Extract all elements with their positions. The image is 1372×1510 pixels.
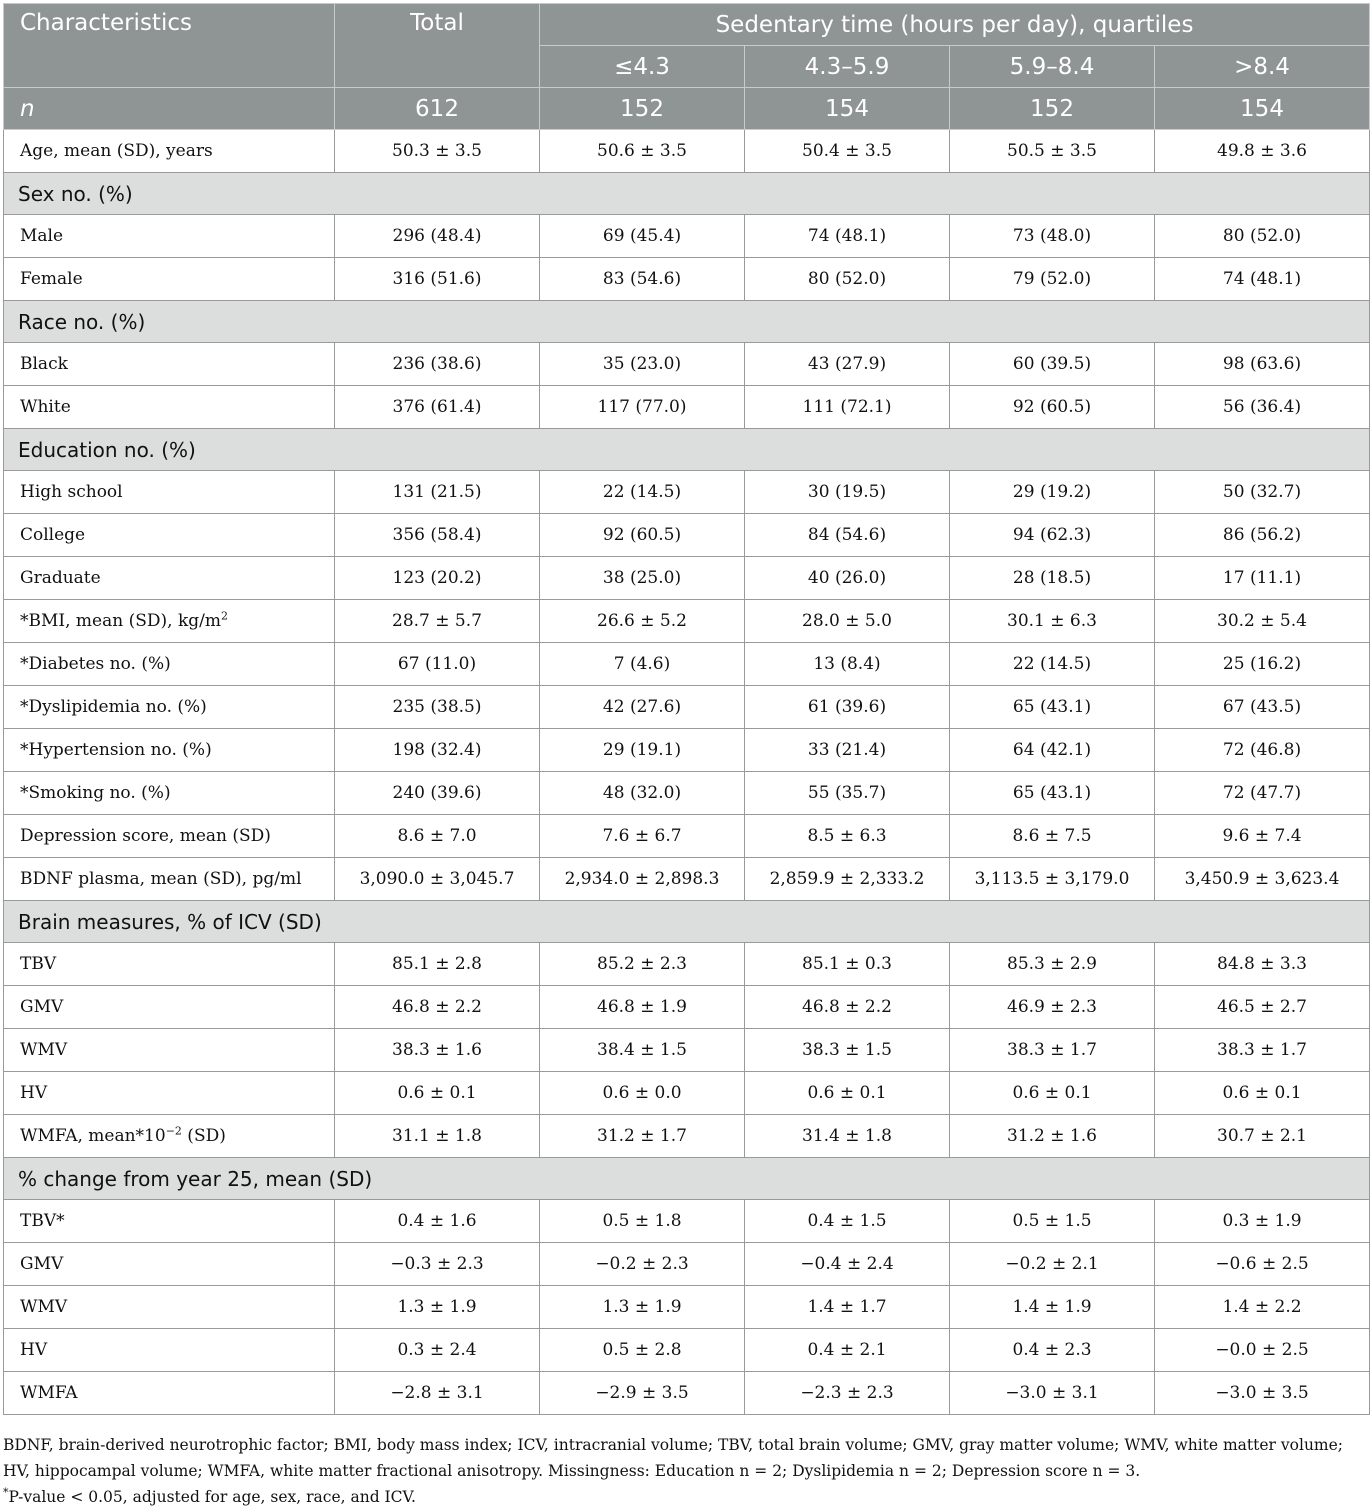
row-label-text: *Dyslipidemia no. (%) [20,697,207,717]
footnote-asterisk: * [3,1485,9,1499]
footnote-pvalue [3,1484,1369,1510]
table-row [4,130,1370,173]
row-label-text: HV [20,1340,48,1360]
cell-total: 85.1 ± 2.8 [335,943,540,986]
row-label [4,986,335,1029]
cell-quartile-4: −0.6 ± 2.5 [1155,1243,1370,1286]
cell-quartile-2: 13 (8.4) [745,643,950,686]
row-label-text: White [20,397,71,417]
table-row [4,1115,1370,1158]
cell-quartile-3: 0.5 ± 1.5 [950,1200,1155,1243]
header-characteristics: Characteristics [4,4,335,88]
cell-quartile-2: 0.4 ± 1.5 [745,1200,950,1243]
cell-quartile-4: 17 (11.1) [1155,557,1370,600]
cell-quartile-3: 94 (62.3) [950,514,1155,557]
footnote-abbreviations: BDNF, brain-derived neurotrophic factor; BMI, body mass index; ICV, intracranial volume; TBV, total brain volume; GMV, gray matter volume; WMV, white matter volume; HV, hippocampal volume; WMFA, white matter fractional anisotropy. Missingness: Education n = 2; Dyslipidemia n = 2; Depression score n = 3. [3,1436,1344,1480]
cell-total: −2.8 ± 3.1 [335,1372,540,1415]
cell-quartile-3: −0.2 ± 2.1 [950,1243,1155,1286]
cell-quartile-1: 92 (60.5) [540,514,745,557]
header-n-label: n [4,88,335,130]
cell-quartile-2: 46.8 ± 2.2 [745,986,950,1029]
section-label: Sex no. (%) [4,173,1370,215]
cell-quartile-2: 84 (54.6) [745,514,950,557]
row-label-suffix: (SD) [181,1126,226,1146]
row-label [4,686,335,729]
cell-quartile-1: 85.2 ± 2.3 [540,943,745,986]
cell-quartile-1: 22 (14.5) [540,471,745,514]
row-label [4,215,335,258]
cell-quartile-2: 80 (52.0) [745,258,950,301]
cell-quartile-2: 2,859.9 ± 2,333.2 [745,858,950,901]
cell-total: 236 (38.6) [335,343,540,386]
cell-quartile-4: 72 (46.8) [1155,729,1370,772]
table-row [4,386,1370,429]
row-label-text: TBV [20,954,57,974]
table-row [4,729,1370,772]
cell-quartile-3: 28 (18.5) [950,557,1155,600]
cell-quartile-1: 69 (45.4) [540,215,745,258]
cell-quartile-3: 29 (19.2) [950,471,1155,514]
row-label-text: WMV [20,1297,68,1317]
cell-total: 0.6 ± 0.1 [335,1072,540,1115]
cell-quartile-3: 60 (39.5) [950,343,1155,386]
cell-total: −0.3 ± 2.3 [335,1243,540,1286]
cell-quartile-4: −3.0 ± 3.5 [1155,1372,1370,1415]
section-label: % change from year 25, mean (SD) [4,1158,1370,1200]
row-label-text: *BMI, mean (SD), kg/m [20,611,221,631]
section-row [4,1158,1370,1200]
cell-quartile-2: 0.4 ± 2.1 [745,1329,950,1372]
table-body [4,130,1370,1415]
row-label [4,943,335,986]
cell-quartile-4: 50 (32.7) [1155,471,1370,514]
row-label [4,1029,335,1072]
table-row [4,986,1370,1029]
row-label [4,1372,335,1415]
cell-quartile-1: 26.6 ± 5.2 [540,600,745,643]
row-label-text: Graduate [20,568,101,588]
cell-quartile-3: 46.9 ± 2.3 [950,986,1155,1029]
cell-quartile-4: 67 (43.5) [1155,686,1370,729]
table-row [4,215,1370,258]
cell-total: 50.3 ± 3.5 [335,130,540,173]
row-label [4,1329,335,1372]
cell-quartile-4: 30.7 ± 2.1 [1155,1115,1370,1158]
row-label-text: TBV* [20,1211,65,1231]
cell-quartile-2: 85.1 ± 0.3 [745,943,950,986]
cell-quartile-2: 38.3 ± 1.5 [745,1029,950,1072]
cell-quartile-1: −2.9 ± 3.5 [540,1372,745,1415]
cell-quartile-4: 1.4 ± 2.2 [1155,1286,1370,1329]
cell-total: 28.7 ± 5.7 [335,600,540,643]
cell-quartile-2: 0.6 ± 0.1 [745,1072,950,1115]
row-label [4,858,335,901]
cell-quartile-4: −0.0 ± 2.5 [1155,1329,1370,1372]
section-label: Education no. (%) [4,429,1370,471]
cell-total: 123 (20.2) [335,557,540,600]
cell-quartile-3: 85.3 ± 2.9 [950,943,1155,986]
section-label: Race no. (%) [4,301,1370,343]
cell-quartile-3: 38.3 ± 1.7 [950,1029,1155,1072]
cell-quartile-4: 9.6 ± 7.4 [1155,815,1370,858]
row-label [4,1286,335,1329]
cell-quartile-4: 3,450.9 ± 3,623.4 [1155,858,1370,901]
characteristics-table [3,3,1370,1415]
cell-total: 356 (58.4) [335,514,540,557]
cell-quartile-4: 80 (52.0) [1155,215,1370,258]
cell-total: 131 (21.5) [335,471,540,514]
row-label-text: GMV [20,997,64,1017]
row-label-superscript: −2 [165,1124,182,1138]
cell-quartile-1: 38.4 ± 1.5 [540,1029,745,1072]
cell-quartile-3: 31.2 ± 1.6 [950,1115,1155,1158]
cell-quartile-2: 28.0 ± 5.0 [745,600,950,643]
row-label-text: Black [20,354,68,374]
row-label-text: BDNF plasma, mean (SD), pg/ml [20,869,302,889]
cell-total: 198 (32.4) [335,729,540,772]
section-row [4,901,1370,943]
cell-quartile-2: 50.4 ± 3.5 [745,130,950,173]
row-label [4,772,335,815]
row-label [4,643,335,686]
table-row [4,1029,1370,1072]
row-label [4,471,335,514]
cell-quartile-2: 40 (26.0) [745,557,950,600]
cell-total: 1.3 ± 1.9 [335,1286,540,1329]
cell-quartile-3: 0.4 ± 2.3 [950,1329,1155,1372]
row-label-text: *Hypertension no. (%) [20,740,212,760]
table-row [4,858,1370,901]
row-label [4,815,335,858]
header-n-q1: 152 [540,88,745,130]
cell-quartile-3: 65 (43.1) [950,686,1155,729]
cell-total: 8.6 ± 7.0 [335,815,540,858]
cell-quartile-4: 56 (36.4) [1155,386,1370,429]
cell-total: 31.1 ± 1.8 [335,1115,540,1158]
cell-quartile-1: 31.2 ± 1.7 [540,1115,745,1158]
table-row [4,1286,1370,1329]
table-row [4,1200,1370,1243]
row-label-text: WMFA, mean*10 [20,1126,166,1146]
header-quartile-2: 4.3–5.9 [745,46,950,88]
cell-quartile-4: 25 (16.2) [1155,643,1370,686]
cell-total: 0.4 ± 1.6 [335,1200,540,1243]
cell-quartile-3: 92 (60.5) [950,386,1155,429]
row-label-text: *Diabetes no. (%) [20,654,171,674]
row-label-text: WMV [20,1040,68,1060]
cell-total: 3,090.0 ± 3,045.7 [335,858,540,901]
cell-total: 0.3 ± 2.4 [335,1329,540,1372]
cell-quartile-4: 0.6 ± 0.1 [1155,1072,1370,1115]
cell-total: 240 (39.6) [335,772,540,815]
row-label-text: Female [20,269,83,289]
row-label-text: Male [20,226,64,246]
cell-quartile-1: 46.8 ± 1.9 [540,986,745,1029]
table-row [4,1329,1370,1372]
cell-quartile-2: 30 (19.5) [745,471,950,514]
cell-quartile-1: 35 (23.0) [540,343,745,386]
characteristics-table-container [3,3,1369,1415]
cell-quartile-4: 84.8 ± 3.3 [1155,943,1370,986]
row-label [4,600,335,643]
header-n-q3: 152 [950,88,1155,130]
cell-quartile-2: 33 (21.4) [745,729,950,772]
table-row [4,258,1370,301]
table-row [4,943,1370,986]
cell-quartile-2: 61 (39.6) [745,686,950,729]
cell-quartile-3: 64 (42.1) [950,729,1155,772]
row-label [4,1200,335,1243]
cell-total: 376 (61.4) [335,386,540,429]
section-row [4,301,1370,343]
header-quartile-3: 5.9–8.4 [950,46,1155,88]
cell-total: 67 (11.0) [335,643,540,686]
cell-quartile-1: 42 (27.6) [540,686,745,729]
table-row [4,557,1370,600]
row-label [4,557,335,600]
row-label [4,1115,335,1158]
section-row [4,173,1370,215]
cell-quartile-2: 31.4 ± 1.8 [745,1115,950,1158]
cell-quartile-1: 2,934.0 ± 2,898.3 [540,858,745,901]
table-row [4,600,1370,643]
header-quartile-4: >8.4 [1155,46,1370,88]
header-n-q2: 154 [745,88,950,130]
table-row [4,686,1370,729]
cell-quartile-4: 0.3 ± 1.9 [1155,1200,1370,1243]
cell-quartile-1: 48 (32.0) [540,772,745,815]
row-label-text: HV [20,1083,48,1103]
table-row [4,343,1370,386]
cell-quartile-1: −0.2 ± 2.3 [540,1243,745,1286]
cell-quartile-4: 86 (56.2) [1155,514,1370,557]
table-row [4,815,1370,858]
row-label-superscript: 2 [220,609,228,623]
row-label-text: Depression score, mean (SD) [20,826,271,846]
cell-quartile-3: 0.6 ± 0.1 [950,1072,1155,1115]
table-row [4,1072,1370,1115]
cell-quartile-3: −3.0 ± 3.1 [950,1372,1155,1415]
section-label: Brain measures, % of ICV (SD) [4,901,1370,943]
cell-total: 46.8 ± 2.2 [335,986,540,1029]
row-label [4,343,335,386]
footnote-pvalue-text: P-value < 0.05, adjusted for age, sex, race, and ICV. [8,1488,416,1506]
cell-quartile-1: 50.6 ± 3.5 [540,130,745,173]
row-label-text: *Smoking no. (%) [20,783,171,803]
cell-quartile-3: 79 (52.0) [950,258,1155,301]
cell-quartile-4: 74 (48.1) [1155,258,1370,301]
cell-quartile-4: 49.8 ± 3.6 [1155,130,1370,173]
cell-quartile-1: 1.3 ± 1.9 [540,1286,745,1329]
header-n-total: 612 [335,88,540,130]
cell-quartile-2: 55 (35.7) [745,772,950,815]
row-label [4,729,335,772]
cell-quartile-3: 3,113.5 ± 3,179.0 [950,858,1155,901]
cell-quartile-3: 65 (43.1) [950,772,1155,815]
row-label [4,1243,335,1286]
table-row [4,1243,1370,1286]
row-label [4,130,335,173]
cell-quartile-3: 8.6 ± 7.5 [950,815,1155,858]
cell-quartile-4: 72 (47.7) [1155,772,1370,815]
cell-quartile-2: 43 (27.9) [745,343,950,386]
cell-quartile-1: 117 (77.0) [540,386,745,429]
table-row [4,471,1370,514]
cell-total: 38.3 ± 1.6 [335,1029,540,1072]
cell-quartile-2: −2.3 ± 2.3 [745,1372,950,1415]
row-label [4,1072,335,1115]
cell-total: 296 (48.4) [335,215,540,258]
cell-quartile-1: 38 (25.0) [540,557,745,600]
row-label-text: College [20,525,86,545]
row-label [4,514,335,557]
cell-quartile-1: 7.6 ± 6.7 [540,815,745,858]
cell-quartile-2: 74 (48.1) [745,215,950,258]
cell-quartile-1: 7 (4.6) [540,643,745,686]
cell-quartile-2: 1.4 ± 1.7 [745,1286,950,1329]
row-label-text: Age, mean (SD), years [20,141,213,161]
cell-quartile-4: 38.3 ± 1.7 [1155,1029,1370,1072]
cell-quartile-2: −0.4 ± 2.4 [745,1243,950,1286]
cell-quartile-1: 0.5 ± 1.8 [540,1200,745,1243]
header-n-q4: 154 [1155,88,1370,130]
cell-quartile-4: 98 (63.6) [1155,343,1370,386]
row-label-text: High school [20,482,123,502]
header-quartile-1: ≤4.3 [540,46,745,88]
cell-quartile-1: 83 (54.6) [540,258,745,301]
cell-quartile-3: 1.4 ± 1.9 [950,1286,1155,1329]
cell-quartile-1: 29 (19.1) [540,729,745,772]
cell-quartile-2: 8.5 ± 6.3 [745,815,950,858]
cell-quartile-1: 0.6 ± 0.0 [540,1072,745,1115]
table-row [4,1372,1370,1415]
section-row [4,429,1370,471]
cell-quartile-4: 46.5 ± 2.7 [1155,986,1370,1029]
cell-quartile-3: 22 (14.5) [950,643,1155,686]
row-label-text: WMFA [20,1383,78,1403]
cell-quartile-4: 30.2 ± 5.4 [1155,600,1370,643]
cell-quartile-3: 50.5 ± 3.5 [950,130,1155,173]
cell-total: 316 (51.6) [335,258,540,301]
cell-quartile-3: 73 (48.0) [950,215,1155,258]
table-row [4,772,1370,815]
cell-quartile-2: 111 (72.1) [745,386,950,429]
header-sedentary-group: Sedentary time (hours per day), quartiles [540,4,1370,46]
row-label [4,258,335,301]
row-label [4,386,335,429]
cell-total: 235 (38.5) [335,686,540,729]
table-row [4,643,1370,686]
cell-quartile-3: 30.1 ± 6.3 [950,600,1155,643]
cell-quartile-1: 0.5 ± 2.8 [540,1329,745,1372]
footnotes [3,1432,1369,1510]
header-total: Total [335,4,540,88]
row-label-text: GMV [20,1254,64,1274]
table-row [4,514,1370,557]
